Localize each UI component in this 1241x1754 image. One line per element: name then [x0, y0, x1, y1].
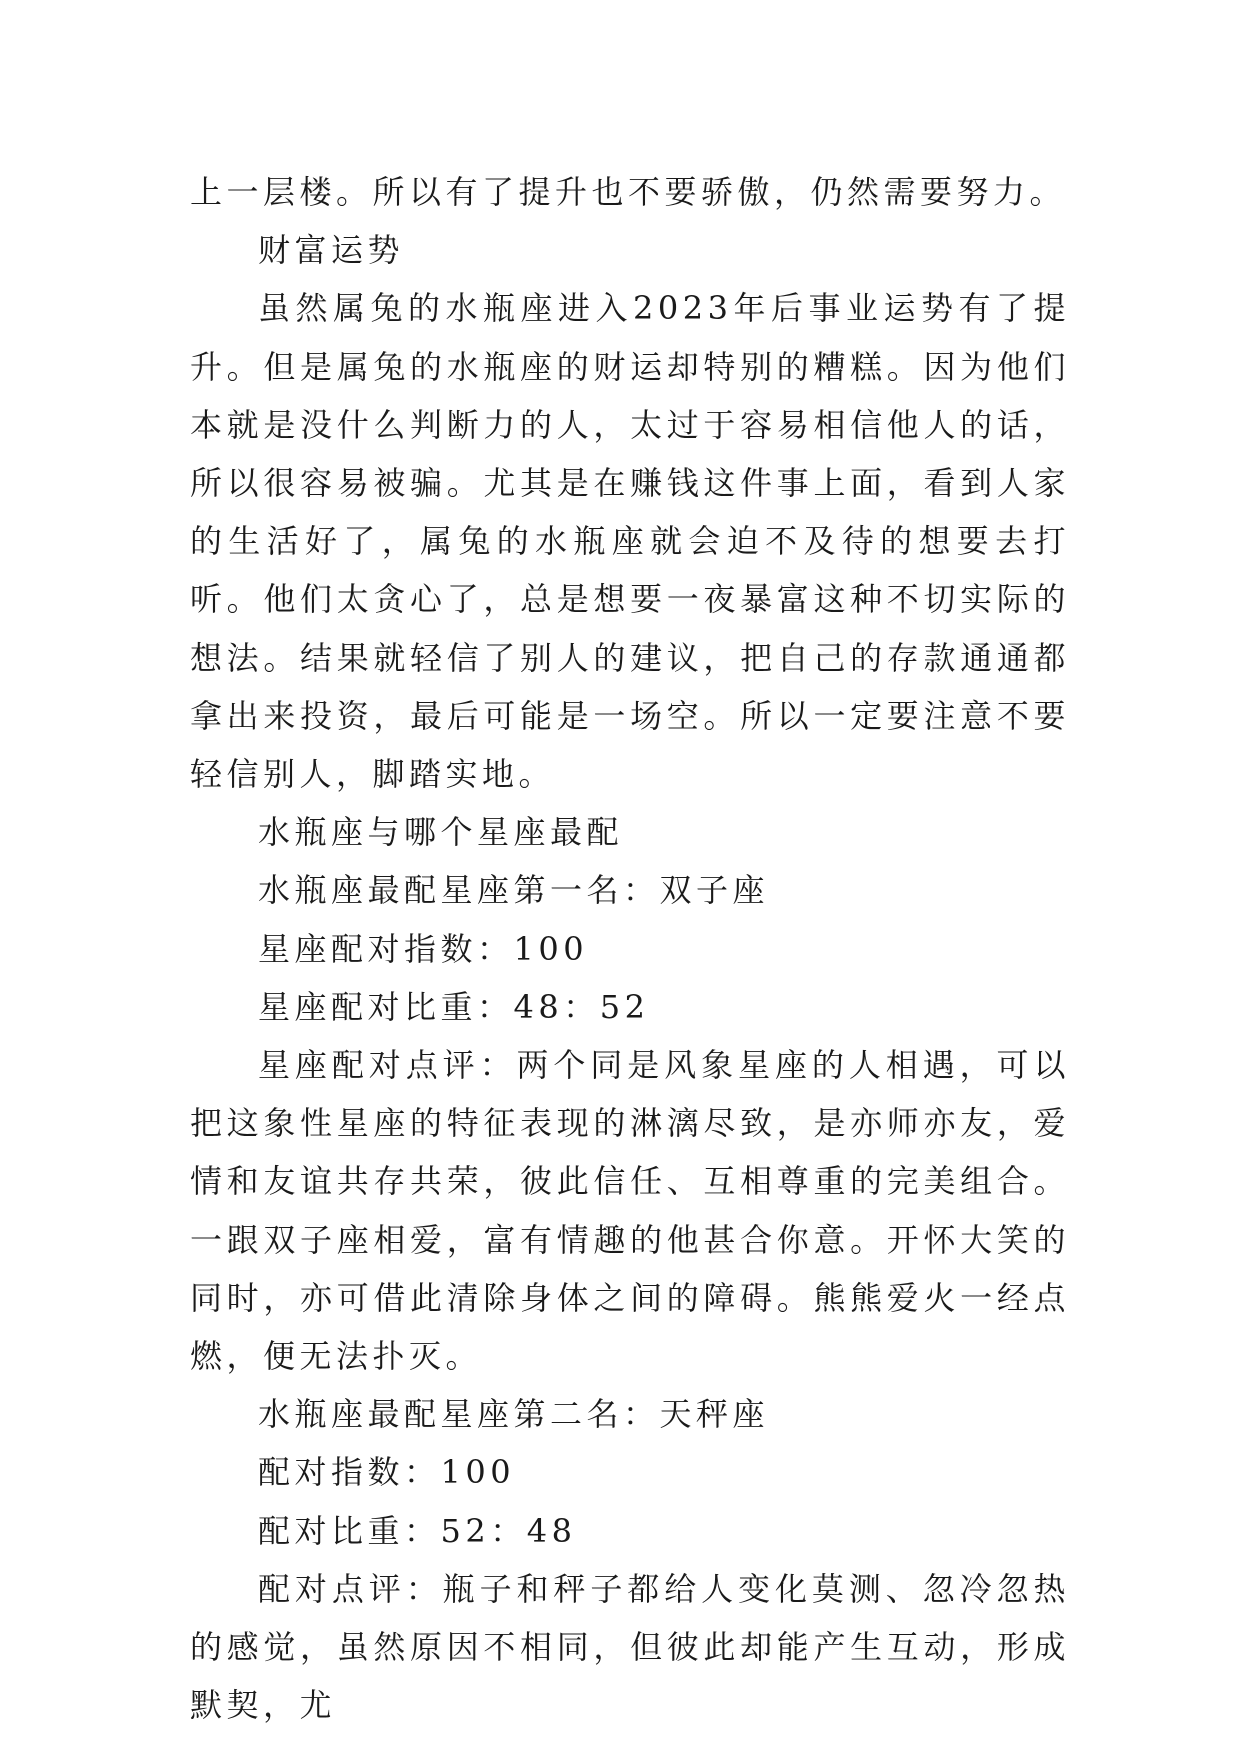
- match-second-review: 配对点评：瓶子和秤子都给人变化莫测、忽冷忽热的感觉，虽然原因不相同，但彼此却能产生互动，形成默契，尤: [190, 1569, 1070, 1725]
- paragraph-continuation: 上一层楼。所以有了提升也不要骄傲，仍然需要努力。: [190, 173, 1067, 211]
- document-body: [190, 163, 1070, 1734]
- section-heading-best-match: 水瓶座与哪个星座最配: [258, 813, 624, 852]
- match-first-review: 星座配对点评：两个同是风象星座的人相遇，可以把这象性星座的特征表现的淋漓尽致，是亦师亦友，爱情和友谊共存共荣，彼此信任、互相尊重的完美组合。一跟双子座相爱，富有情趣的他甚合你意。开怀大笑的同时，亦可借此清除身体之间的障碍。熊熊爱火一经点燃，便无法扑灭。: [190, 1046, 1070, 1376]
- match-first-ratio: 星座配对比重：48：52: [258, 987, 650, 1026]
- match-second-ratio: 配对比重：52：48: [258, 1511, 577, 1550]
- section-heading-wealth-fortune: 财富运势: [258, 231, 405, 270]
- match-second-index: 配对指数：100: [258, 1453, 516, 1492]
- paragraph-wealth-fortune: 虽然属兔的水瓶座进入2023年后事业运势有了提升。但是属兔的水瓶座的财运却特别的糟糕。因为他们本就是没什么判断力的人，太过于容易相信他人的话，所以很容易被骗。尤其是在赚钱这件事上面，看到人家的生活好了，属兔的水瓶座就会迫不及待的想要去打听。他们太贪心了，总是想要一夜暴富这种不切实际的想法。结果就轻信了别人的建议，把自己的存款通通都拿出来投资，最后可能是一场空。所以一定要注意不要轻信别人，脚踏实地。: [190, 289, 1070, 794]
- match-second-title: 水瓶座最配星座第二名：天秤座: [258, 1395, 770, 1434]
- match-first-index: 星座配对指数：100: [258, 929, 589, 968]
- match-first-title: 水瓶座最配星座第一名：双子座: [258, 871, 770, 910]
